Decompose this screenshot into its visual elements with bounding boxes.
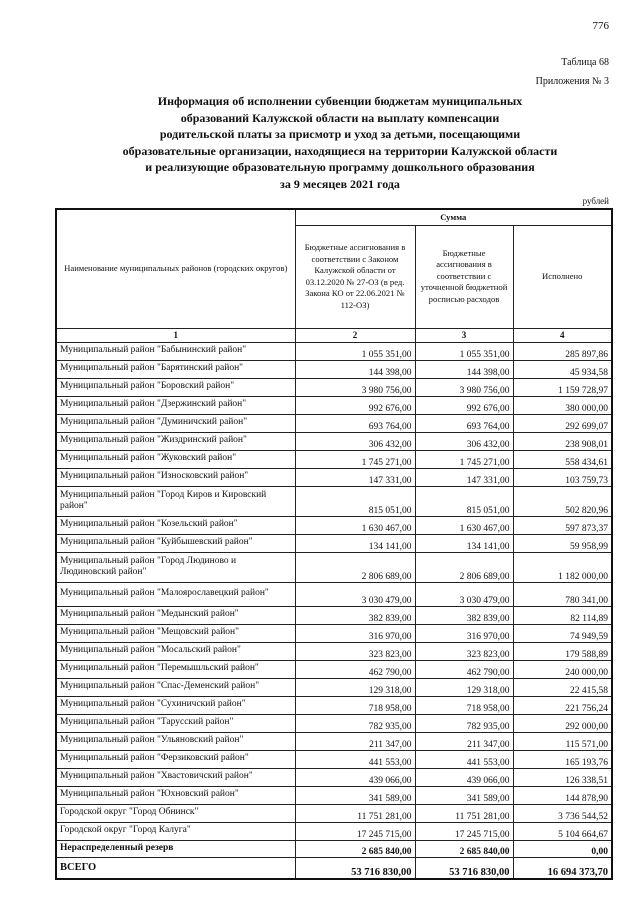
table-row bbox=[56, 696, 612, 714]
row-col2: 306 432,00 bbox=[295, 432, 415, 450]
row-col2: 341 589,00 bbox=[295, 786, 415, 804]
title-line: за 9 месяцев 2021 года bbox=[280, 176, 400, 191]
row-col3: 341 589,00 bbox=[415, 786, 513, 804]
row-name: Муниципальный район "Юхновский район" bbox=[56, 786, 295, 804]
row-col4: 238 908,01 bbox=[513, 432, 612, 450]
row-col4: 292 000,00 bbox=[513, 714, 612, 732]
title-line: родительской платы за присмотр и уход за детьми, посещающими bbox=[159, 127, 521, 141]
table-row bbox=[56, 360, 612, 378]
row-name: Нераспределенный резерв bbox=[56, 840, 295, 857]
units-label: рублей bbox=[582, 196, 609, 206]
row-col4: 103 759,73 bbox=[513, 468, 612, 486]
row-col2: 17 245 715,00 bbox=[295, 822, 415, 840]
row-col3: 3 980 756,00 bbox=[415, 378, 513, 396]
index-cell: 4 bbox=[513, 328, 612, 342]
table-row bbox=[56, 396, 612, 414]
row-col4: 115 571,00 bbox=[513, 732, 612, 750]
table-row bbox=[56, 768, 612, 786]
row-col2: 3 030 479,00 bbox=[295, 582, 415, 606]
table-row bbox=[56, 606, 612, 624]
row-col2: 1 630 467,00 bbox=[295, 516, 415, 534]
row-col4: 1 159 728,97 bbox=[513, 378, 612, 396]
row-col3: 17 245 715,00 bbox=[415, 822, 513, 840]
row-col4: 144 878,90 bbox=[513, 786, 612, 804]
index-cell: 3 bbox=[415, 328, 513, 342]
row-col3: 2 685 840,00 bbox=[415, 840, 513, 857]
row-col2: 316 970,00 bbox=[295, 624, 415, 642]
title-line: и реализующие образовательную программу дошкольного образования bbox=[145, 160, 535, 174]
row-name: Муниципальный район "Мещовский район" bbox=[56, 624, 295, 642]
row-col2: 462 790,00 bbox=[295, 660, 415, 678]
row-col3: 718 958,00 bbox=[415, 696, 513, 714]
row-col3: 316 970,00 bbox=[415, 624, 513, 642]
row-name: Муниципальный район "Город Киров и Кировский район" bbox=[56, 486, 295, 516]
table-row bbox=[56, 714, 612, 732]
row-col4: 74 949,59 bbox=[513, 624, 612, 642]
table-row bbox=[56, 552, 612, 582]
table-row bbox=[56, 582, 612, 606]
row-col4: 16 694 373,70 bbox=[513, 857, 612, 879]
row-col3: 439 066,00 bbox=[415, 768, 513, 786]
row-col2: 441 553,00 bbox=[295, 750, 415, 768]
row-col2: 211 347,00 bbox=[295, 732, 415, 750]
row-col3: 815 051,00 bbox=[415, 486, 513, 516]
row-col2: 129 318,00 bbox=[295, 678, 415, 696]
title-line: образовательные организации, находящиеся на территории Калужской области bbox=[122, 143, 558, 158]
index-cell: 2 bbox=[295, 328, 415, 342]
budget-table bbox=[55, 208, 613, 880]
table-body bbox=[56, 342, 612, 840]
table-row bbox=[56, 516, 612, 534]
row-name: ВСЕГО bbox=[56, 857, 295, 879]
row-name: Муниципальный район "Козельский район" bbox=[56, 516, 295, 534]
row-col3: 211 347,00 bbox=[415, 732, 513, 750]
row-col3: 693 764,00 bbox=[415, 414, 513, 432]
table-row bbox=[56, 750, 612, 768]
row-name: Муниципальный район "Тарусский район" bbox=[56, 714, 295, 732]
row-name: Муниципальный район "Медынский район" bbox=[56, 606, 295, 624]
row-col3: 306 432,00 bbox=[415, 432, 513, 450]
row-name: Муниципальный район "Боровский район" bbox=[56, 378, 295, 396]
row-name: Муниципальный район "Жиздринский район" bbox=[56, 432, 295, 450]
row-col2: 323 823,00 bbox=[295, 642, 415, 660]
row-col2: 439 066,00 bbox=[295, 768, 415, 786]
row-name: Муниципальный район "Хвастовичский район" bbox=[56, 768, 295, 786]
row-name: Муниципальный район "Износковский район" bbox=[56, 468, 295, 486]
row-col2: 134 141,00 bbox=[295, 534, 415, 552]
table-row bbox=[56, 534, 612, 552]
row-col4: 0,00 bbox=[513, 840, 612, 857]
row-name: Муниципальный район "Перемышльский район" bbox=[56, 660, 295, 678]
page-number: 776 bbox=[592, 20, 609, 32]
row-col4: 240 000,00 bbox=[513, 660, 612, 678]
row-col3: 992 676,00 bbox=[415, 396, 513, 414]
row-col4: 380 000,00 bbox=[513, 396, 612, 414]
table-row bbox=[56, 678, 612, 696]
row-col3: 134 141,00 bbox=[415, 534, 513, 552]
row-col3: 11 751 281,00 bbox=[415, 804, 513, 822]
header-sum: Сумма bbox=[295, 209, 612, 225]
row-col2: 718 958,00 bbox=[295, 696, 415, 714]
title-line: Информация об исполнении субвенции бюджетам муниципальных bbox=[157, 94, 523, 108]
row-col4: 3 736 544,52 bbox=[513, 804, 612, 822]
table-row bbox=[56, 624, 612, 642]
row-col2: 382 839,00 bbox=[295, 606, 415, 624]
row-col2: 1 055 351,00 bbox=[295, 342, 415, 360]
row-col3: 323 823,00 bbox=[415, 642, 513, 660]
row-col3: 2 806 689,00 bbox=[415, 552, 513, 582]
row-col2: 11 751 281,00 bbox=[295, 804, 415, 822]
header-col4: Исполнено bbox=[513, 225, 612, 328]
table-row bbox=[56, 486, 612, 516]
row-col2: 1 745 271,00 bbox=[295, 450, 415, 468]
table-label: Таблица 68 bbox=[561, 57, 609, 68]
header-col2: Бюджетные ассигнования в соответствии с Законом Калужской области от 03.12.2020 № 27-ОЗ (в ред. Закона КО от 22.06.2021 № 112-ОЗ) bbox=[295, 225, 415, 328]
row-col3: 129 318,00 bbox=[415, 678, 513, 696]
table-row bbox=[56, 732, 612, 750]
row-col3: 3 030 479,00 bbox=[415, 582, 513, 606]
row-col4: 45 934,58 bbox=[513, 360, 612, 378]
header-col3: Бюджетные ассигнования в соответствии с уточненной бюджетной росписью расходов bbox=[415, 225, 513, 328]
row-name: Муниципальный район "Малоярославецкий район" bbox=[56, 582, 295, 606]
row-name: Муниципальный район "Куйбышевский район" bbox=[56, 534, 295, 552]
row-name: Муниципальный район "Бабынинский район" bbox=[56, 342, 295, 360]
table-row bbox=[56, 468, 612, 486]
row-col4: 179 588,89 bbox=[513, 642, 612, 660]
row-name: Муниципальный район "Думиничский район" bbox=[56, 414, 295, 432]
row-col2: 782 935,00 bbox=[295, 714, 415, 732]
appendix-label: Приложения № 3 bbox=[535, 76, 609, 87]
row-col4: 597 873,37 bbox=[513, 516, 612, 534]
row-col2: 2 806 689,00 bbox=[295, 552, 415, 582]
table-row bbox=[56, 660, 612, 678]
row-col4: 5 104 664,67 bbox=[513, 822, 612, 840]
row-col3: 1 630 467,00 bbox=[415, 516, 513, 534]
row-col4: 502 820,96 bbox=[513, 486, 612, 516]
row-name: Муниципальный район "Жуковский район" bbox=[56, 450, 295, 468]
table-row bbox=[56, 342, 612, 360]
row-col3: 441 553,00 bbox=[415, 750, 513, 768]
table-row bbox=[56, 378, 612, 396]
row-col2: 815 051,00 bbox=[295, 486, 415, 516]
row-col4: 558 434,61 bbox=[513, 450, 612, 468]
row-name: Муниципальный район "Дзержинский район" bbox=[56, 396, 295, 414]
row-col4: 165 193,76 bbox=[513, 750, 612, 768]
row-name: Городской округ "Город Обнинск" bbox=[56, 804, 295, 822]
row-name: Муниципальный район "Спас-Деменский район" bbox=[56, 678, 295, 696]
row-col4: 285 897,86 bbox=[513, 342, 612, 360]
table-row bbox=[56, 450, 612, 468]
row-col2: 2 685 840,00 bbox=[295, 840, 415, 857]
row-col2: 147 331,00 bbox=[295, 468, 415, 486]
row-name: Муниципальный район "Ферзиковский район" bbox=[56, 750, 295, 768]
row-col3: 462 790,00 bbox=[415, 660, 513, 678]
table-row bbox=[56, 786, 612, 804]
table-row bbox=[56, 642, 612, 660]
row-col4: 126 338,51 bbox=[513, 768, 612, 786]
row-col3: 144 398,00 bbox=[415, 360, 513, 378]
title-line: образований Калужской области на выплату компенсации bbox=[180, 110, 500, 125]
row-col4: 22 415,58 bbox=[513, 678, 612, 696]
row-col3: 53 716 830,00 bbox=[415, 857, 513, 879]
table-row bbox=[56, 432, 612, 450]
row-col2: 3 980 756,00 bbox=[295, 378, 415, 396]
row-col2: 144 398,00 bbox=[295, 360, 415, 378]
row-name: Муниципальный район "Ульяновский район" bbox=[56, 732, 295, 750]
row-name: Муниципальный район "Мосальский район" bbox=[56, 642, 295, 660]
row-col2: 992 676,00 bbox=[295, 396, 415, 414]
row-col2: 693 764,00 bbox=[295, 414, 415, 432]
total-row bbox=[56, 857, 612, 879]
row-col3: 147 331,00 bbox=[415, 468, 513, 486]
reserve-row bbox=[56, 840, 612, 857]
row-name: Муниципальный район "Город Людиново и Людиновский район" bbox=[56, 552, 295, 582]
row-col3: 382 839,00 bbox=[415, 606, 513, 624]
row-col3: 1 055 351,00 bbox=[415, 342, 513, 360]
row-name: Муниципальный район "Сухиничский район" bbox=[56, 696, 295, 714]
table-row bbox=[56, 414, 612, 432]
row-col4: 59 958,99 bbox=[513, 534, 612, 552]
table-row bbox=[56, 804, 612, 822]
header-name: Наименование муниципальных районов (городских округов) bbox=[56, 209, 295, 328]
row-col3: 782 935,00 bbox=[415, 714, 513, 732]
row-col4: 221 756,24 bbox=[513, 696, 612, 714]
row-name: Городской округ "Город Калуга" bbox=[56, 822, 295, 840]
row-col4: 82 114,89 bbox=[513, 606, 612, 624]
index-cell: 1 bbox=[56, 328, 295, 342]
document-title bbox=[60, 93, 620, 192]
row-col2: 53 716 830,00 bbox=[295, 857, 415, 879]
row-col3: 1 745 271,00 bbox=[415, 450, 513, 468]
row-col4: 780 341,00 bbox=[513, 582, 612, 606]
row-name: Муниципальный район "Барятинский район" bbox=[56, 360, 295, 378]
row-col4: 1 182 000,00 bbox=[513, 552, 612, 582]
table-row bbox=[56, 822, 612, 840]
row-col4: 292 699,07 bbox=[513, 414, 612, 432]
